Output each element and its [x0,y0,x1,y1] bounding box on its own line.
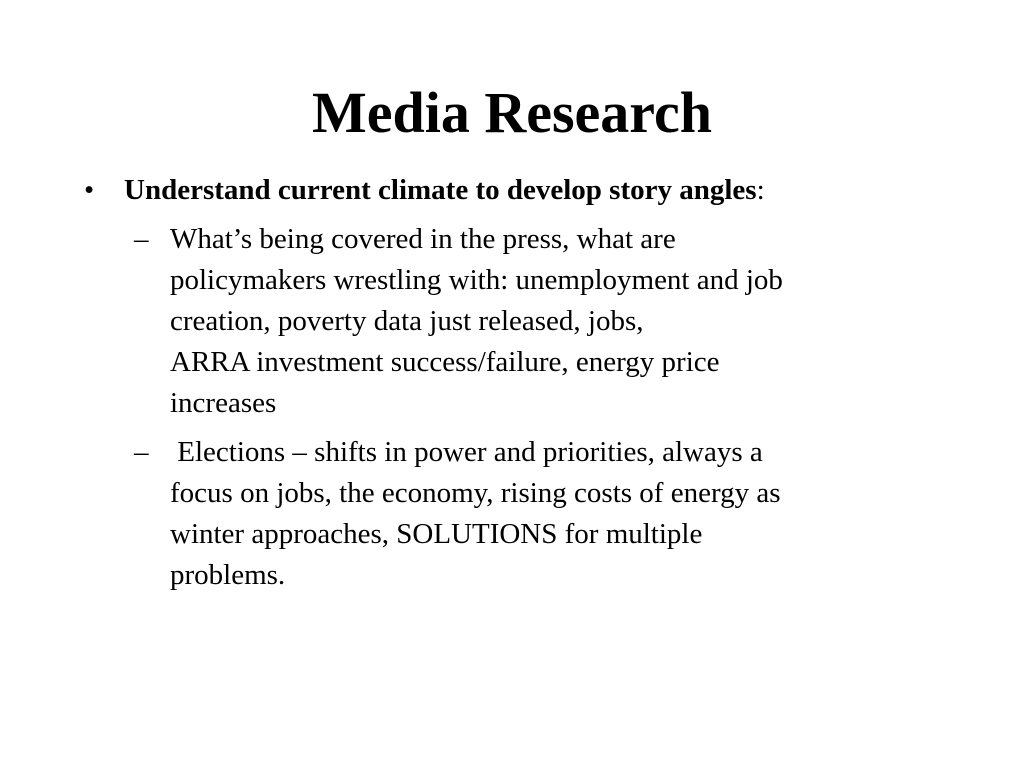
main-bullet-bold-text: Understand current climate to develop story angles [124,174,757,206]
slide-title: Media Research [312,80,712,145]
sub-bullet-text [170,432,781,596]
sub-bullet-line: focus on jobs, the economy, rising costs of energy as [170,477,781,509]
main-bullet-suffix: : [756,174,765,206]
sub-bullet-text [170,219,783,424]
sub-bullet-line: Elections – shifts in power and priorities, always a [170,436,763,468]
sub-bullet-marker: – [134,223,149,255]
sub-bullet-line: ARRA investment success/failure, energy price [170,346,720,378]
sub-bullet-line: problems. [170,559,286,591]
sub-bullet-marker: – [134,436,149,468]
sub-bullet-line: creation, poverty data just released, jobs, [170,305,644,337]
main-bullet-text [124,170,765,210]
bullet-marker: • [84,174,95,206]
sub-bullet-line: winter approaches, SOLUTIONS for multiple [170,518,703,550]
sub-bullet-line: policymakers wrestling with: unemployment and job [170,264,783,296]
sub-bullet-line: increases [170,387,277,419]
sub-bullet-line: What’s being covered in the press, what are [170,223,676,255]
